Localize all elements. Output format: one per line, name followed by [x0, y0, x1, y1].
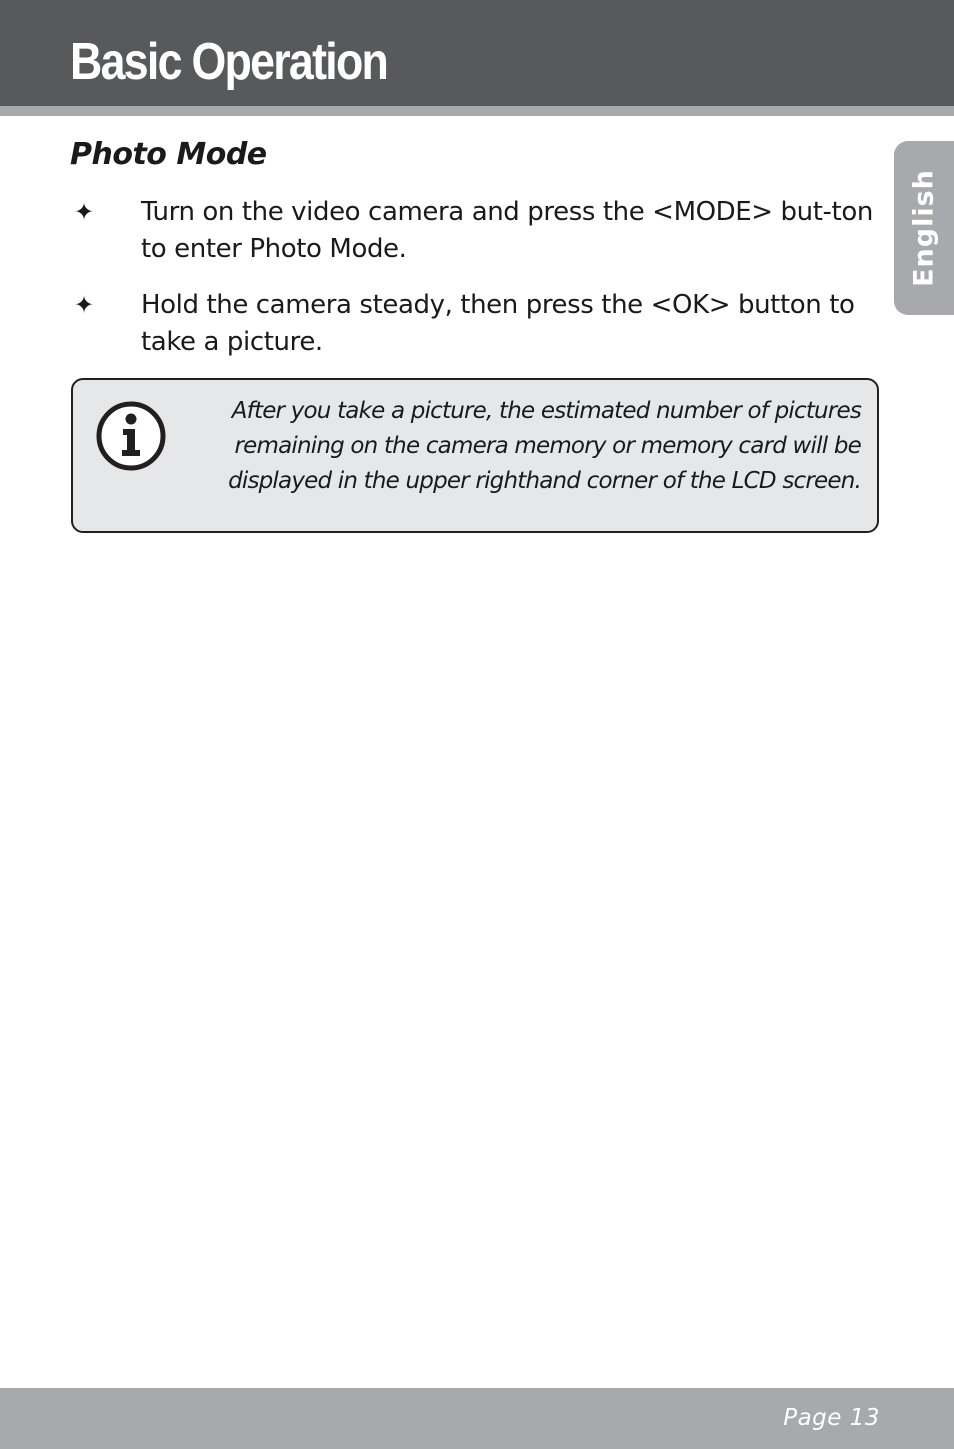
instruction-list — [70, 194, 882, 380]
language-tab — [894, 141, 954, 315]
header-rule — [0, 106, 954, 116]
info-icon — [96, 401, 166, 471]
list-item-text: Turn on the video camera and press the <MODE> but-ton to enter Photo Mode. — [141, 197, 873, 264]
page-number: Page 13 — [783, 1405, 880, 1431]
four-point-star-icon: ✦ — [74, 198, 94, 226]
list-item — [70, 287, 882, 361]
four-point-star-icon: ✦ — [74, 291, 94, 319]
language-tab-label: English — [908, 169, 940, 287]
info-note-box — [71, 378, 879, 533]
section-title: Photo Mode — [70, 137, 267, 172]
header-band — [0, 0, 954, 106]
footer-band — [0, 1388, 954, 1449]
page-title: Basic Operation — [70, 33, 388, 91]
note-text: After you take a picture, the estimated number of pictures remaining on the camera memory or memory card will be displayed in the upper righthand corner of the LCD screen. — [228, 398, 861, 494]
list-item — [70, 194, 882, 268]
list-item-text: Hold the camera steady, then press the <OK> button to take a picture. — [141, 290, 855, 357]
